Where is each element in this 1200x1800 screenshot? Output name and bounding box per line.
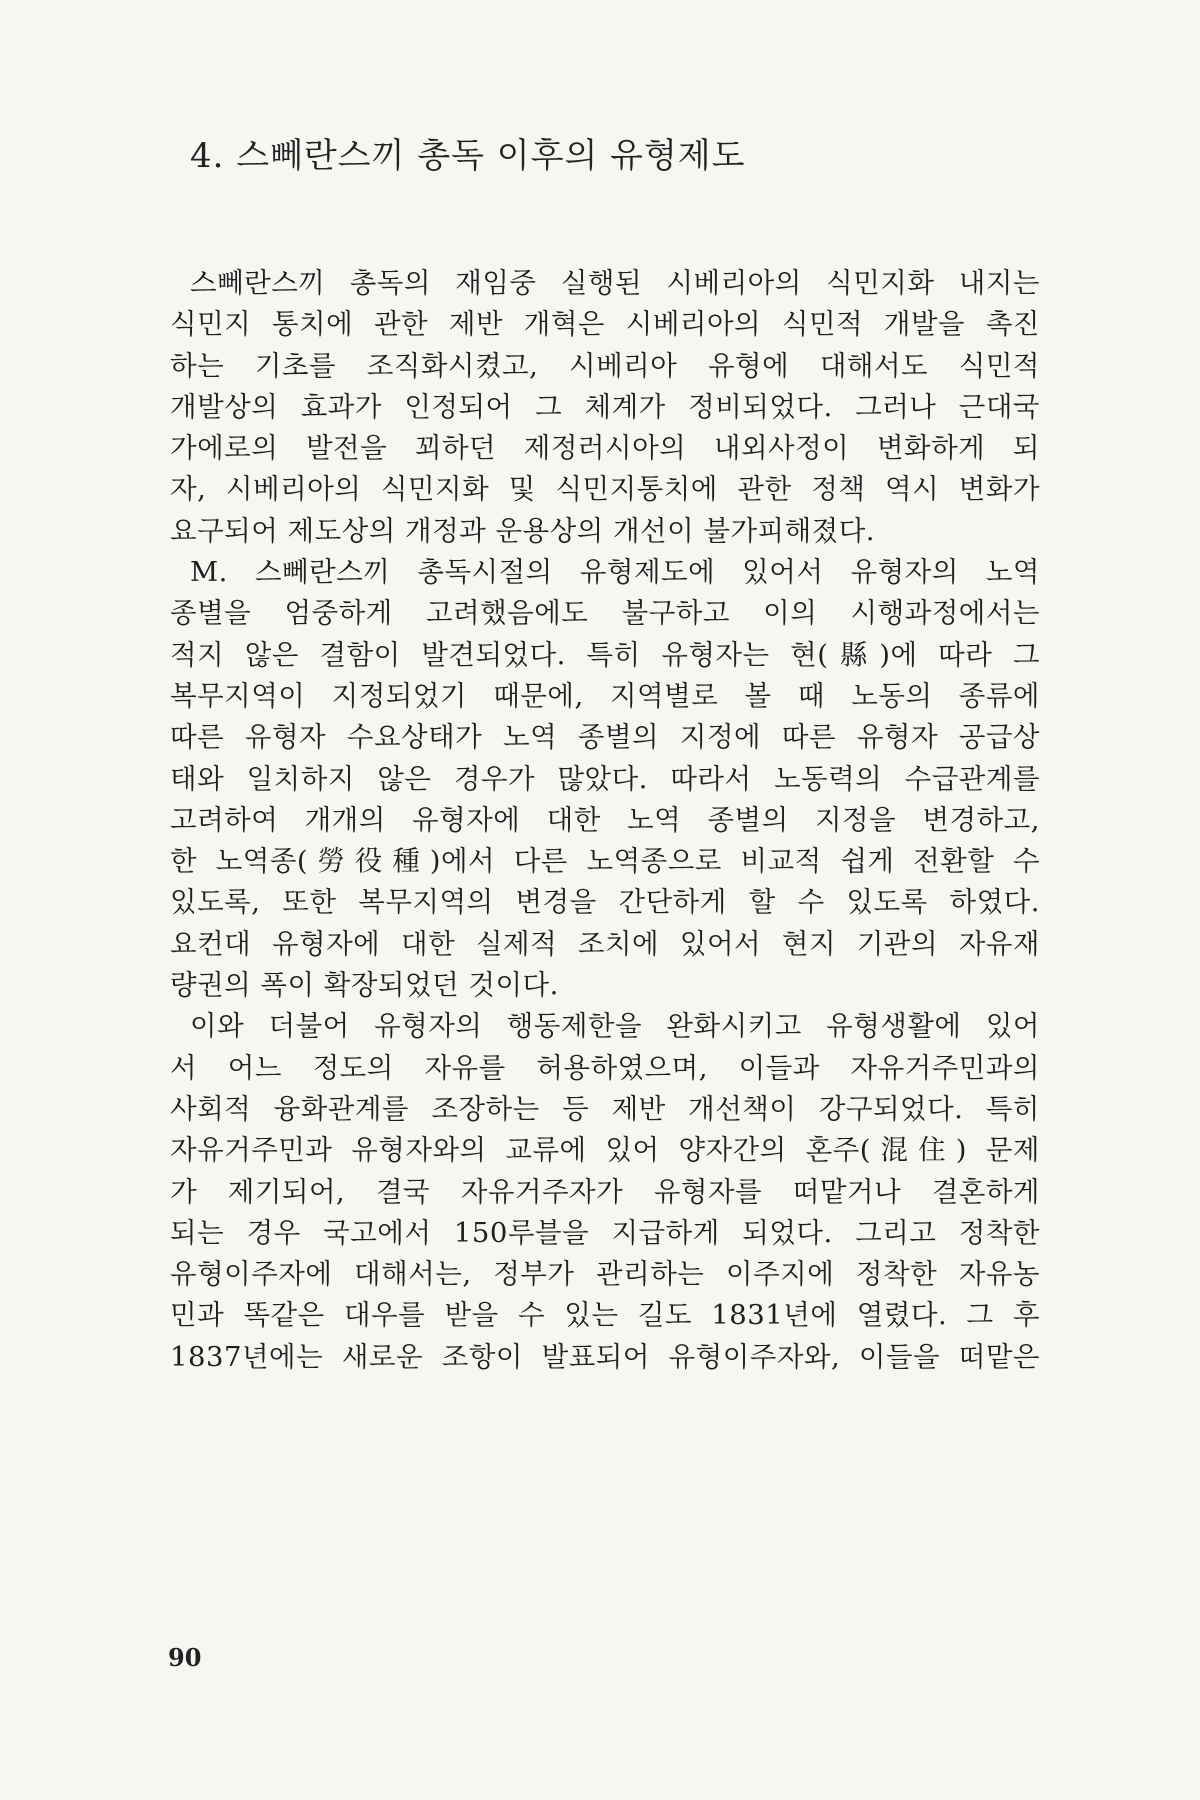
text-line: 1837년에는 새로운 조항이 발표되어 유형이주자와, 이들을 떠맡은 (170, 1340, 1040, 1373)
text-line: 자, 시베리아의 식민지화 및 식민지통치에 관한 정책 역시 변화가 (170, 473, 1040, 506)
text-line: 따른 유형자 수요상태가 노역 종별의 지정에 따른 유형자 공급상 (170, 721, 1040, 754)
text-line: 가 제기되어, 결국 자유거주자가 유형자를 떠맡거나 결혼하게 (170, 1175, 1040, 1208)
text-line: 있도록, 또한 복무지역의 변경을 간단하게 할 수 있도록 하였다. (170, 886, 1040, 919)
text-line: M. 스뻬란스끼 총독시절의 유형제도에 있어서 유형자의 노역 (190, 556, 1040, 589)
text-line: 식민지 통치에 관한 제반 개혁은 시베리아의 식민적 개발을 촉진 (170, 308, 1040, 341)
text-line: 요컨대 유형자에 대한 실제적 조치에 있어서 현지 기관의 자유재 (170, 927, 1040, 960)
text-line: 한 노역종(勞役種)에서 다른 노역종으로 비교적 쉽게 전환할 수 (170, 845, 1040, 878)
page-number: 90 (168, 1643, 202, 1672)
text-line: 이와 더불어 유형자의 행동제한을 완화시키고 유형생활에 있어 (190, 1010, 1040, 1043)
text-line: 가에로의 발전을 꾀하던 제정러시아의 내외사정이 변화하게 되 (170, 432, 1040, 465)
text-line: 요구되어 제도상의 개정과 운용상의 개선이 불가피해졌다. (170, 514, 876, 547)
text-line: 하는 기초를 조직화시켰고, 시베리아 유형에 대해서도 식민적 (170, 349, 1040, 382)
text-line: 복무지역이 지정되었기 때문에, 지역별로 볼 때 노동의 종류에 (170, 679, 1040, 712)
text-line: 고려하여 개개의 유형자에 대한 노역 종별의 지정을 변경하고, (170, 803, 1040, 836)
text-line: 민과 똑같은 대우를 받을 수 있는 길도 1831년에 열렸다. 그 후 (170, 1299, 1040, 1332)
text-line: 사회적 융화관계를 조장하는 등 제반 개선책이 강구되었다. 특히 (170, 1092, 1040, 1125)
text-line: 자유거주민과 유형자와의 교류에 있어 양자간의 혼주(混住) 문제 (170, 1134, 1040, 1167)
section-heading: 4. 스뻬란스끼 총독 이후의 유형제도 (190, 136, 746, 176)
text-line: 되는 경우 국고에서 150루블을 지급하게 되었다. 그리고 정착한 (170, 1216, 1040, 1249)
text-line: 유형이주자에 대해서는, 정부가 관리하는 이주지에 정착한 자유농 (170, 1258, 1040, 1291)
text-line: 스뻬란스끼 총독의 재임중 실행된 시베리아의 식민지화 내지는 (190, 267, 1040, 299)
text-line: 적지 않은 결함이 발견되었다. 특히 유형자는 현(縣)에 따라 그 (170, 638, 1040, 671)
text-line: 태와 일치하지 않은 경우가 많았다. 따라서 노동력의 수급관계를 (170, 762, 1040, 795)
text-line: 개발상의 효과가 인정되어 그 체계가 정비되었다. 그러나 근대국 (170, 390, 1040, 423)
text-line: 량권의 폭이 확장되었던 것이다. (170, 969, 559, 1002)
body-text (170, 263, 1040, 1378)
text-line: 서 어느 정도의 자유를 허용하였으며, 이들과 자유거주민과의 (170, 1051, 1040, 1084)
text-line: 종별을 엄중하게 고려했음에도 불구하고 이의 시행과정에서는 (170, 597, 1040, 630)
